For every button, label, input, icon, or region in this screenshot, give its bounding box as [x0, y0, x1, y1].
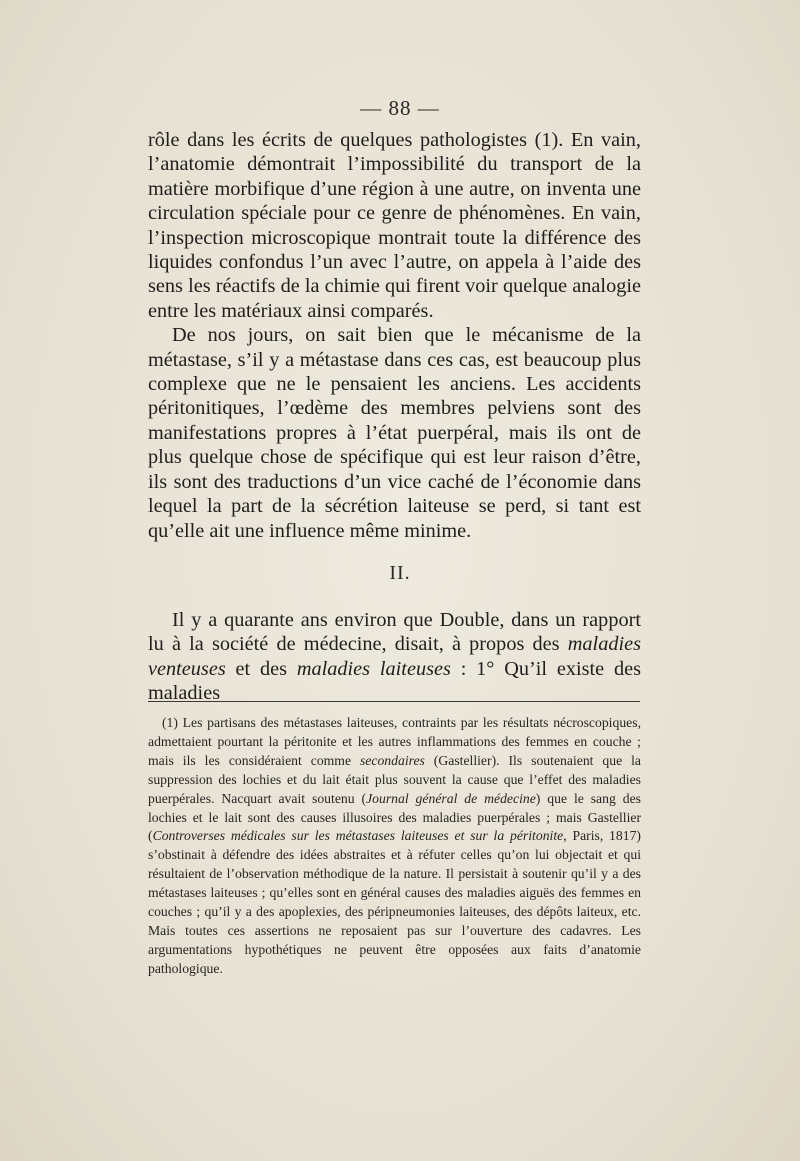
footnote-text — [148, 714, 641, 979]
paragraph-1-start: rôle dans les écrits de quelques pathologistes ( — [148, 129, 542, 151]
paragraph-1-rest: ). En vain, l’anatomie démontrait l’impossibilité du transport de la matière morbifique d’une région à une autre, on inventa une circulation spéciale pour ce genre de phénomènes. En vain, l’inspection microscopique montrait toute la différence des liquides confondus l’un avec l’autre, on appela à l’aide des sens les réactifs de la chimie qui firent voir quelque analogie entre les matériaux ainsi comparés. — [148, 129, 641, 322]
section-text — [148, 608, 641, 706]
section-heading: II. — [389, 562, 411, 584]
footnote-divider — [148, 701, 640, 702]
paragraph-3-part-a: Il y a quarante ans environ que Double, dans un rapport lu à la société de médecine, disait, à propos des — [148, 609, 641, 656]
footnote-part-b: (Gastellier). Ils soutenaient que la suppression des lochies et du lait était plus souvent la cause que l’effet des maladies puerpérales. Nacquart avait soutenu ( — [148, 752, 641, 806]
footnote-part-c: ) que le sang des lochies et le lait sont des causes illusoires des maladies puerpérales ; mais Gastellier ( — [148, 790, 641, 844]
paragraph-3-italic-1: maladies venteuses — [148, 633, 641, 680]
paragraph-1 — [148, 128, 641, 323]
footnote-part-a: (1) Les partisans des métastases laiteuses, contraints par les résultats nécroscopiques, admettaient pourtant la péritonite et les autres inflammations des femmes en couche ; mais ils les considéraient comme — [148, 715, 641, 768]
footnote-italic-1: secondaires — [359, 752, 425, 768]
footnote-part-d: , Paris, 1817) s’obstinait à défendre des idées abstraites et à réfuter celles qu’on lui objectait et qui résultaient de l’observation méthodique de la nature. Il persistait à soutenir qu’il y a des métastases laiteuses ; qu’elles sont en général causes des maladies aiguës des femmes en couches ; qu’il y a des apoplexies, des péripneumonies laiteuses, des dépôts laiteux, etc. Mais toutes ces assertions ne reposaient pas sur l’ouverture des cadavres. Les argumentations hypothétiques ne peuvent être opposées aux faits d’anatomie pathologique. — [148, 828, 641, 976]
main-text — [148, 128, 641, 543]
paragraph-3-part-b: et des — [225, 657, 297, 680]
footnote-reference: 1 — [541, 129, 552, 151]
paragraph-3-italic-2: maladies laiteuses — [296, 657, 451, 680]
page-number: — 88 — — [360, 96, 440, 120]
footnote-italic-3: Controverses médicales sur les métastases laiteuses et sur la péritonite — [152, 828, 564, 844]
footnote — [148, 714, 641, 979]
paragraph-3-part-c: : 1° Qu’il existe des maladies — [148, 657, 641, 705]
paragraph-3 — [148, 608, 641, 706]
footnote-italic-2: Journal général de médecine — [366, 790, 536, 806]
paragraph-2: De nos jours, on sait bien que le mécanisme de la métastase, s’il y a métastase dans ces cas, est beaucoup plus complexe que ne le pensaient les anciens. Les accidents péritonitiques, l’œdème des membres pelviens sont des manifestations propres à l’état puerpéral, mais ils ont de plus quelque chose de spécifique qui est leur raison d’être, ils sont des traductions d’un vice caché de l’économie dans lequel la part de la sécrétion laiteuse se perd, si tant est qu’elle ait une influence même minime. — [148, 324, 641, 542]
